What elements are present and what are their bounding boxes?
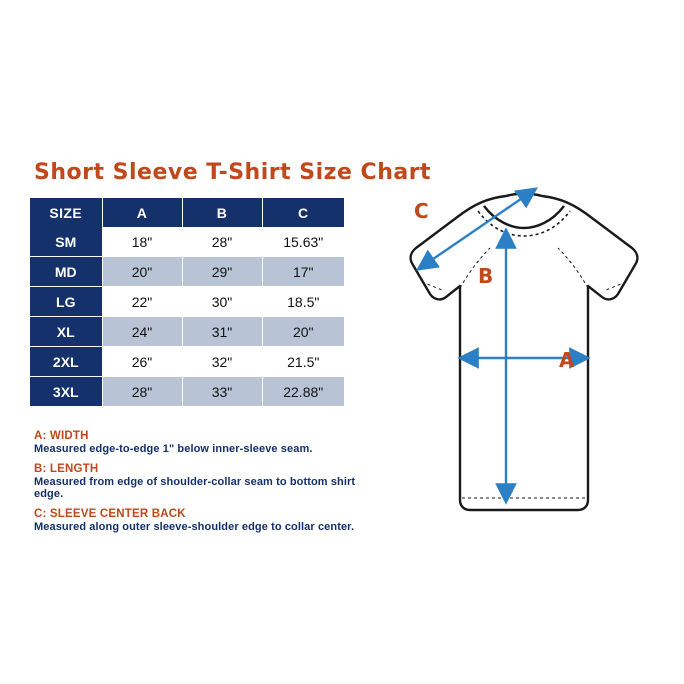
- legend-desc-b: Measured from edge of shoulder-collar seam to bottom shirt edge.: [34, 476, 356, 500]
- cell-c: 21.5": [262, 347, 344, 377]
- cell-a: 26": [102, 347, 182, 377]
- legend-key-c: C: SLEEVE CENTER BACK: [34, 508, 186, 520]
- cell-size: 2XL: [30, 347, 102, 377]
- table-header-row: [30, 198, 344, 227]
- table-row: [30, 287, 344, 317]
- column-header-b: B: [182, 198, 262, 227]
- legend-key-b: B: LENGTH: [34, 463, 99, 475]
- cell-b: 33": [182, 377, 262, 407]
- legend-key-a: A: WIDTH: [34, 430, 89, 442]
- cell-a: 28": [102, 377, 182, 407]
- cell-c: 20": [262, 317, 344, 347]
- page-title: Short Sleeve T-Shirt Size Chart: [34, 160, 432, 185]
- legend-desc-c: Measured along outer sleeve-shoulder edge to collar center.: [34, 521, 355, 533]
- cell-a: 24": [102, 317, 182, 347]
- cell-size: LG: [30, 287, 102, 317]
- cell-c: 22.88": [262, 377, 344, 407]
- cell-a: 22": [102, 287, 182, 317]
- size-table: [30, 198, 344, 407]
- cell-c: 18.5": [262, 287, 344, 317]
- dimension-label-b: B: [478, 264, 494, 288]
- cell-size: MD: [30, 257, 102, 287]
- table-row: [30, 377, 344, 407]
- measurement-legend: [34, 430, 364, 533]
- cell-size: SM: [30, 227, 102, 257]
- cell-b: 30": [182, 287, 262, 317]
- legend-desc-a: Measured edge-to-edge 1" below inner-sleeve seam.: [34, 443, 313, 455]
- table-row: [30, 227, 344, 257]
- cell-c: 17": [262, 257, 344, 287]
- cell-b: 31": [182, 317, 262, 347]
- cell-a: 18": [102, 227, 182, 257]
- cell-size: XL: [30, 317, 102, 347]
- cell-a: 20": [102, 257, 182, 287]
- column-header-size: SIZE: [30, 198, 102, 227]
- cell-size: 3XL: [30, 377, 102, 407]
- column-header-a: A: [102, 198, 182, 227]
- table-row: [30, 317, 344, 347]
- table-row: [30, 347, 344, 377]
- tshirt-diagram: [356, 170, 672, 532]
- cell-c: 15.63": [262, 227, 344, 257]
- column-header-c: C: [262, 198, 344, 227]
- cell-b: 29": [182, 257, 262, 287]
- shirt-body-outline: [411, 194, 638, 510]
- dimension-label-c: C: [414, 199, 429, 223]
- tshirt-outline-svg: [356, 170, 672, 532]
- table-row: [30, 257, 344, 287]
- cell-b: 28": [182, 227, 262, 257]
- dimension-label-a: A: [559, 348, 575, 372]
- cell-b: 32": [182, 347, 262, 377]
